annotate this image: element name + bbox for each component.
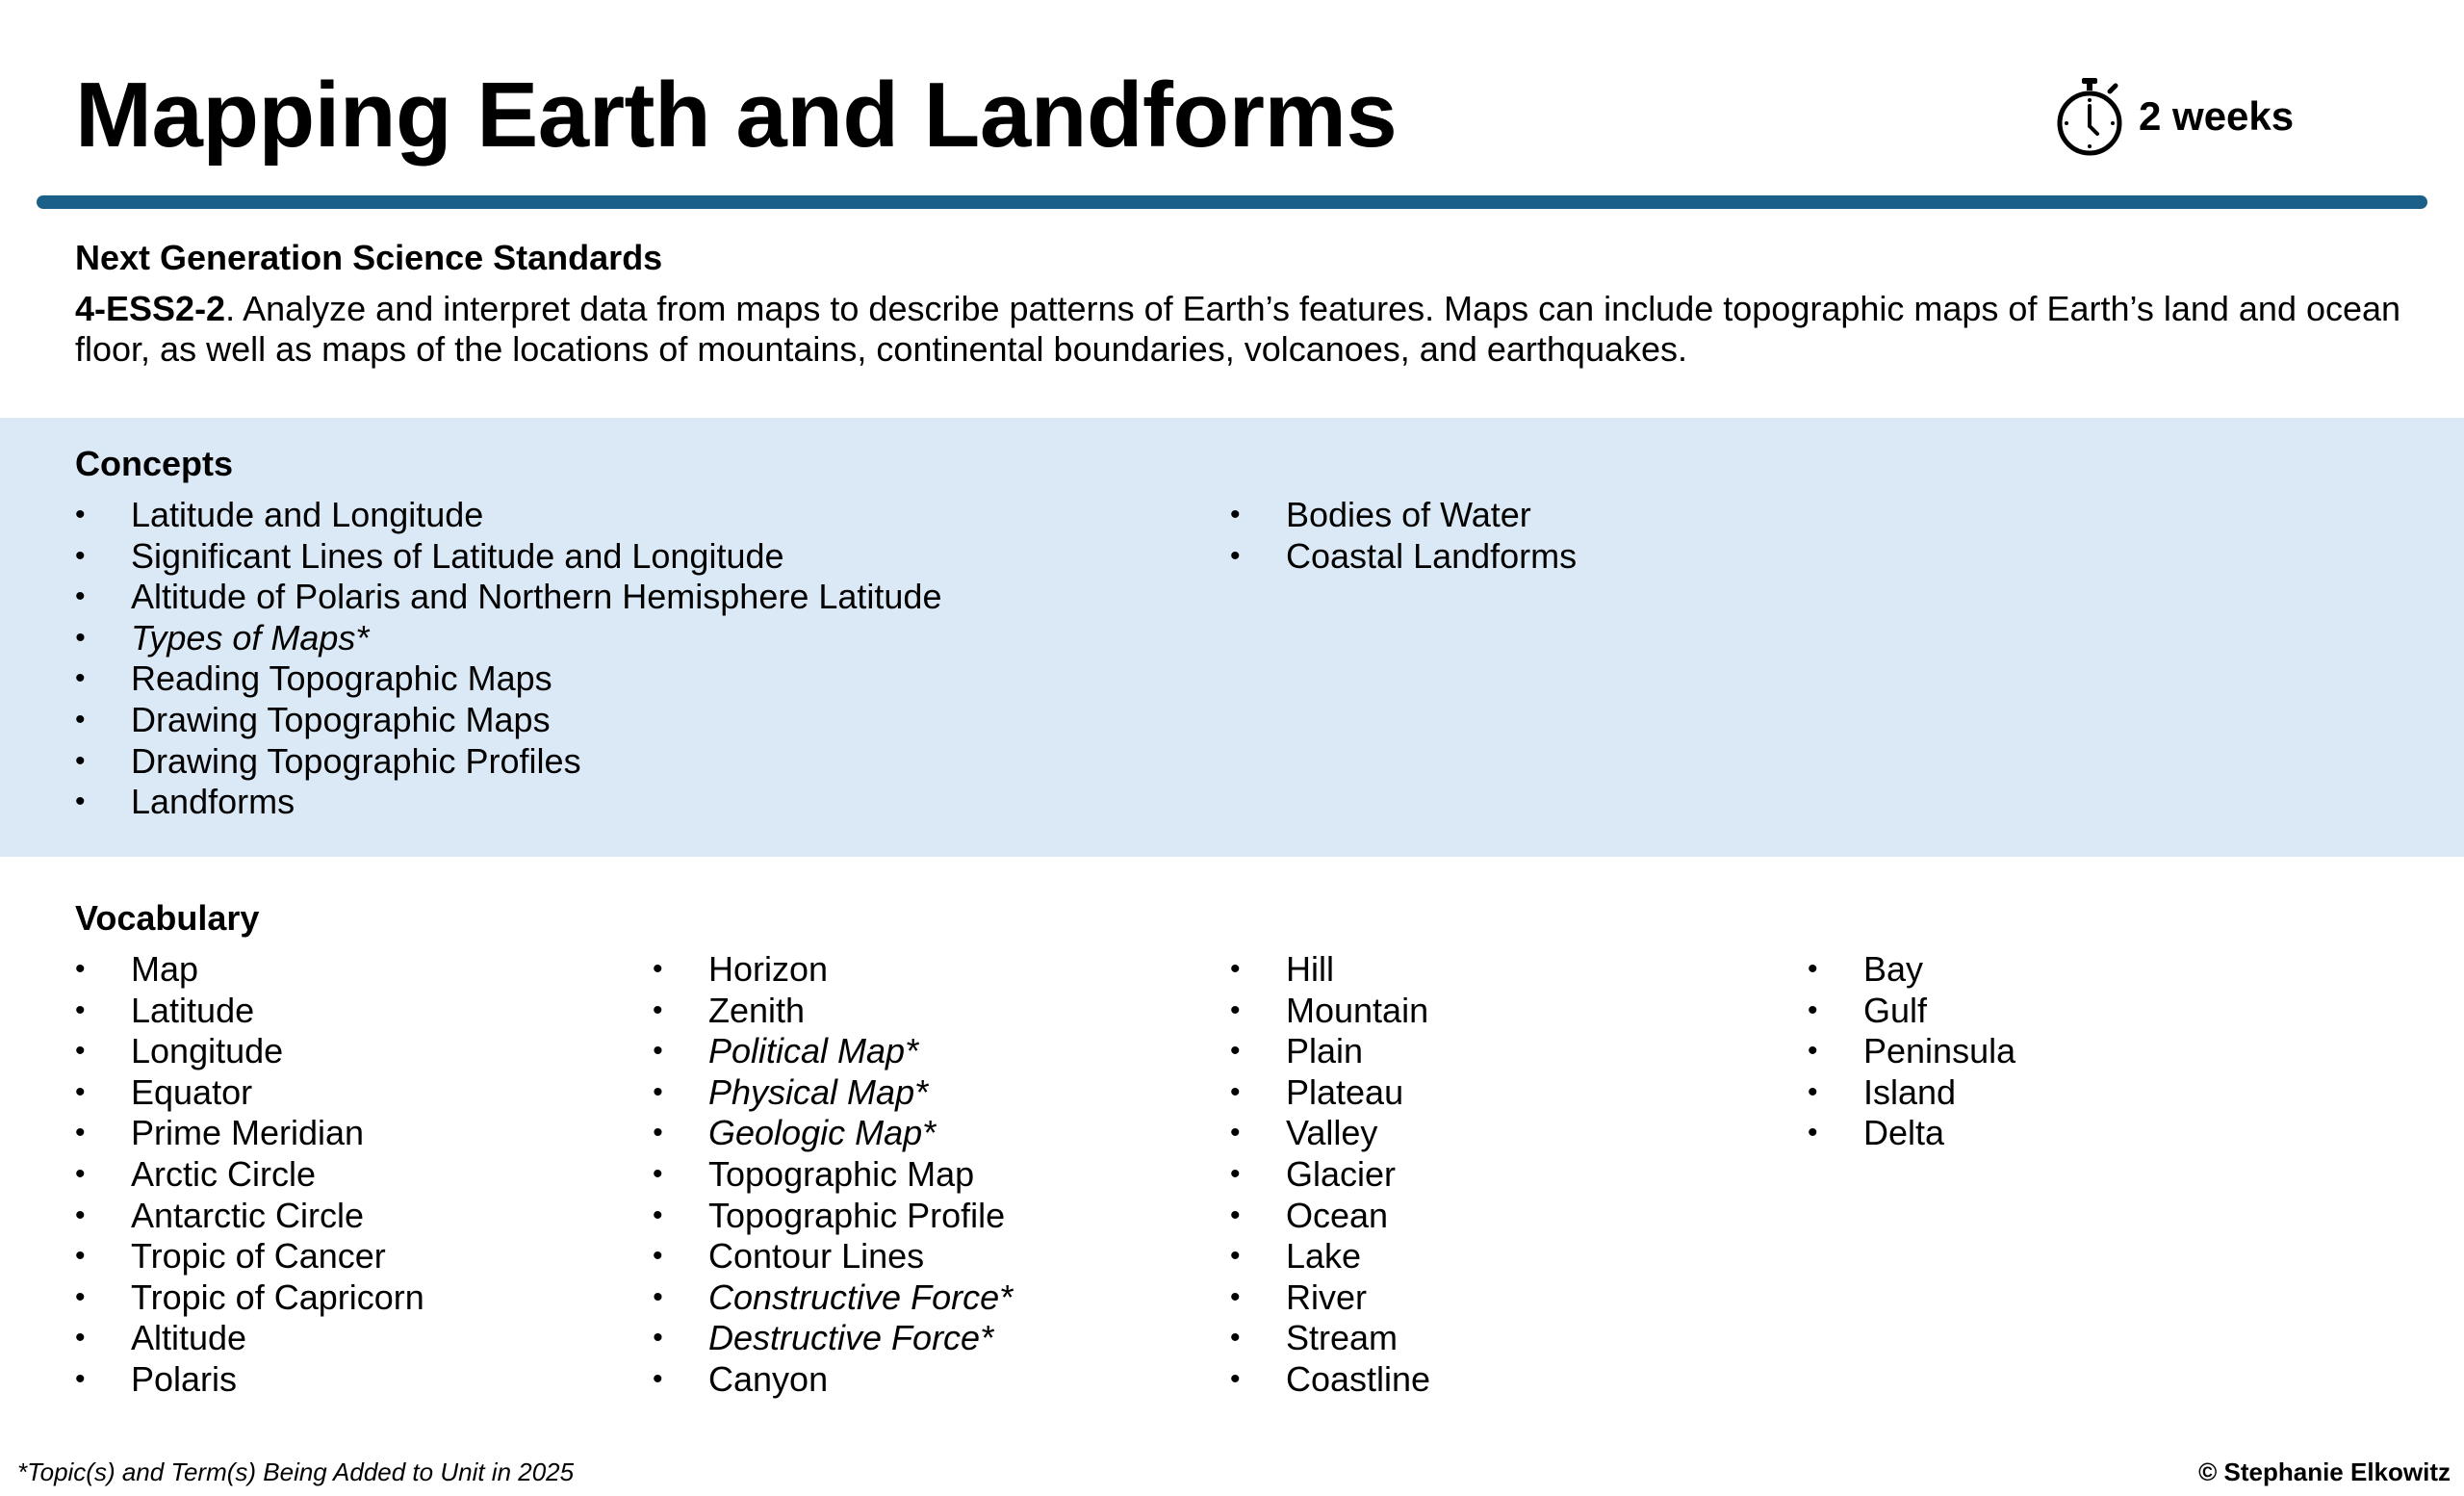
- list-item: • Topographic Profile: [653, 1196, 1013, 1237]
- list-item: • Latitude and Longitude: [75, 495, 941, 536]
- list-item: • Drawing Topographic Maps: [75, 700, 941, 741]
- list-item: • Significant Lines of Latitude and Longitude: [75, 536, 941, 578]
- duration-label: 2 weeks: [2139, 93, 2295, 139]
- list-item: • Altitude of Polaris and Northern Hemisphere Latitude: [75, 577, 941, 618]
- list-item: • Contour Lines: [653, 1236, 1013, 1277]
- vocabulary-heading: Vocabulary: [75, 898, 260, 938]
- list-item: • Coastline: [1230, 1359, 1430, 1401]
- list-item: • Bodies of Water: [1230, 495, 1577, 536]
- list-item: • Antarctic Circle: [75, 1196, 424, 1237]
- list-item: • Destructive Force*: [653, 1318, 1013, 1359]
- vocabulary-list: [653, 949, 1013, 1401]
- list-item: • Stream: [1230, 1318, 1430, 1359]
- concepts-heading: Concepts: [75, 444, 234, 483]
- list-item: • Latitude: [75, 991, 424, 1032]
- list-item: • Polaris: [75, 1359, 424, 1401]
- standard-description: [75, 289, 2414, 370]
- list-item: • Landforms: [75, 782, 941, 823]
- list-item: • Altitude: [75, 1318, 424, 1359]
- standards-section: [75, 237, 2414, 370]
- list-item: • Delta: [1808, 1113, 2015, 1154]
- vocabulary-list: [75, 949, 424, 1401]
- list-item: • Geologic Map*: [653, 1113, 1013, 1154]
- list-item: • Coastal Landforms: [1230, 536, 1577, 578]
- vocabulary-list: [1230, 949, 1430, 1401]
- footnote: *Topic(s) and Term(s) Being Added to Unit in 2025: [17, 1457, 575, 1486]
- list-item: • Glacier: [1230, 1154, 1430, 1196]
- list-item: • Zenith: [653, 991, 1013, 1032]
- list-item: • Ocean: [1230, 1196, 1430, 1237]
- vocabulary-list: [1808, 949, 2015, 1154]
- standard-code: 4-ESS2-2: [75, 289, 226, 328]
- list-item: • Physical Map*: [653, 1072, 1013, 1114]
- list-item: • Types of Maps*: [75, 618, 941, 659]
- list-item: • Constructive Force*: [653, 1277, 1013, 1319]
- list-item: • Valley: [1230, 1113, 1430, 1154]
- list-item: • Plain: [1230, 1031, 1430, 1072]
- standards-heading: Next Generation Science Standards: [75, 238, 663, 277]
- list-item: • Horizon: [653, 949, 1013, 991]
- stopwatch-icon: [2054, 76, 2125, 157]
- page-title: Mapping Earth and Landforms: [75, 64, 1398, 167]
- list-item: • Hill: [1230, 949, 1430, 991]
- list-item: • Topographic Map: [653, 1154, 1013, 1196]
- list-item: • Gulf: [1808, 991, 2015, 1032]
- list-item: • Canyon: [653, 1359, 1013, 1401]
- duration-badge: [2054, 73, 2294, 160]
- list-item: • Map: [75, 949, 424, 991]
- list-item: • Peninsula: [1808, 1031, 2015, 1072]
- header-divider: [37, 195, 2427, 209]
- list-item: • Drawing Topographic Profiles: [75, 741, 941, 783]
- list-item: • River: [1230, 1277, 1430, 1319]
- concepts-list: [75, 495, 941, 823]
- standard-text: . Analyze and interpret data from maps to describe patterns of Earth’s features. Maps can include topographic maps of Earth’s land and ocean floor, as well as maps of the locations of mountains, continental boundaries, volcanoes, and earthquakes.: [75, 289, 2401, 369]
- list-item: • Lake: [1230, 1236, 1430, 1277]
- concepts-list: [1230, 495, 1577, 577]
- copyright: © Stephanie Elkowitz: [2198, 1457, 2451, 1486]
- list-item: • Reading Topographic Maps: [75, 658, 941, 700]
- list-item: • Arctic Circle: [75, 1154, 424, 1196]
- list-item: • Bay: [1808, 949, 2015, 991]
- list-item: • Political Map*: [653, 1031, 1013, 1072]
- list-item: • Longitude: [75, 1031, 424, 1072]
- list-item: • Equator: [75, 1072, 424, 1114]
- list-item: • Island: [1808, 1072, 2015, 1114]
- list-item: • Tropic of Cancer: [75, 1236, 424, 1277]
- list-item: • Prime Meridian: [75, 1113, 424, 1154]
- list-item: • Mountain: [1230, 991, 1430, 1032]
- list-item: • Plateau: [1230, 1072, 1430, 1114]
- list-item: • Tropic of Capricorn: [75, 1277, 424, 1319]
